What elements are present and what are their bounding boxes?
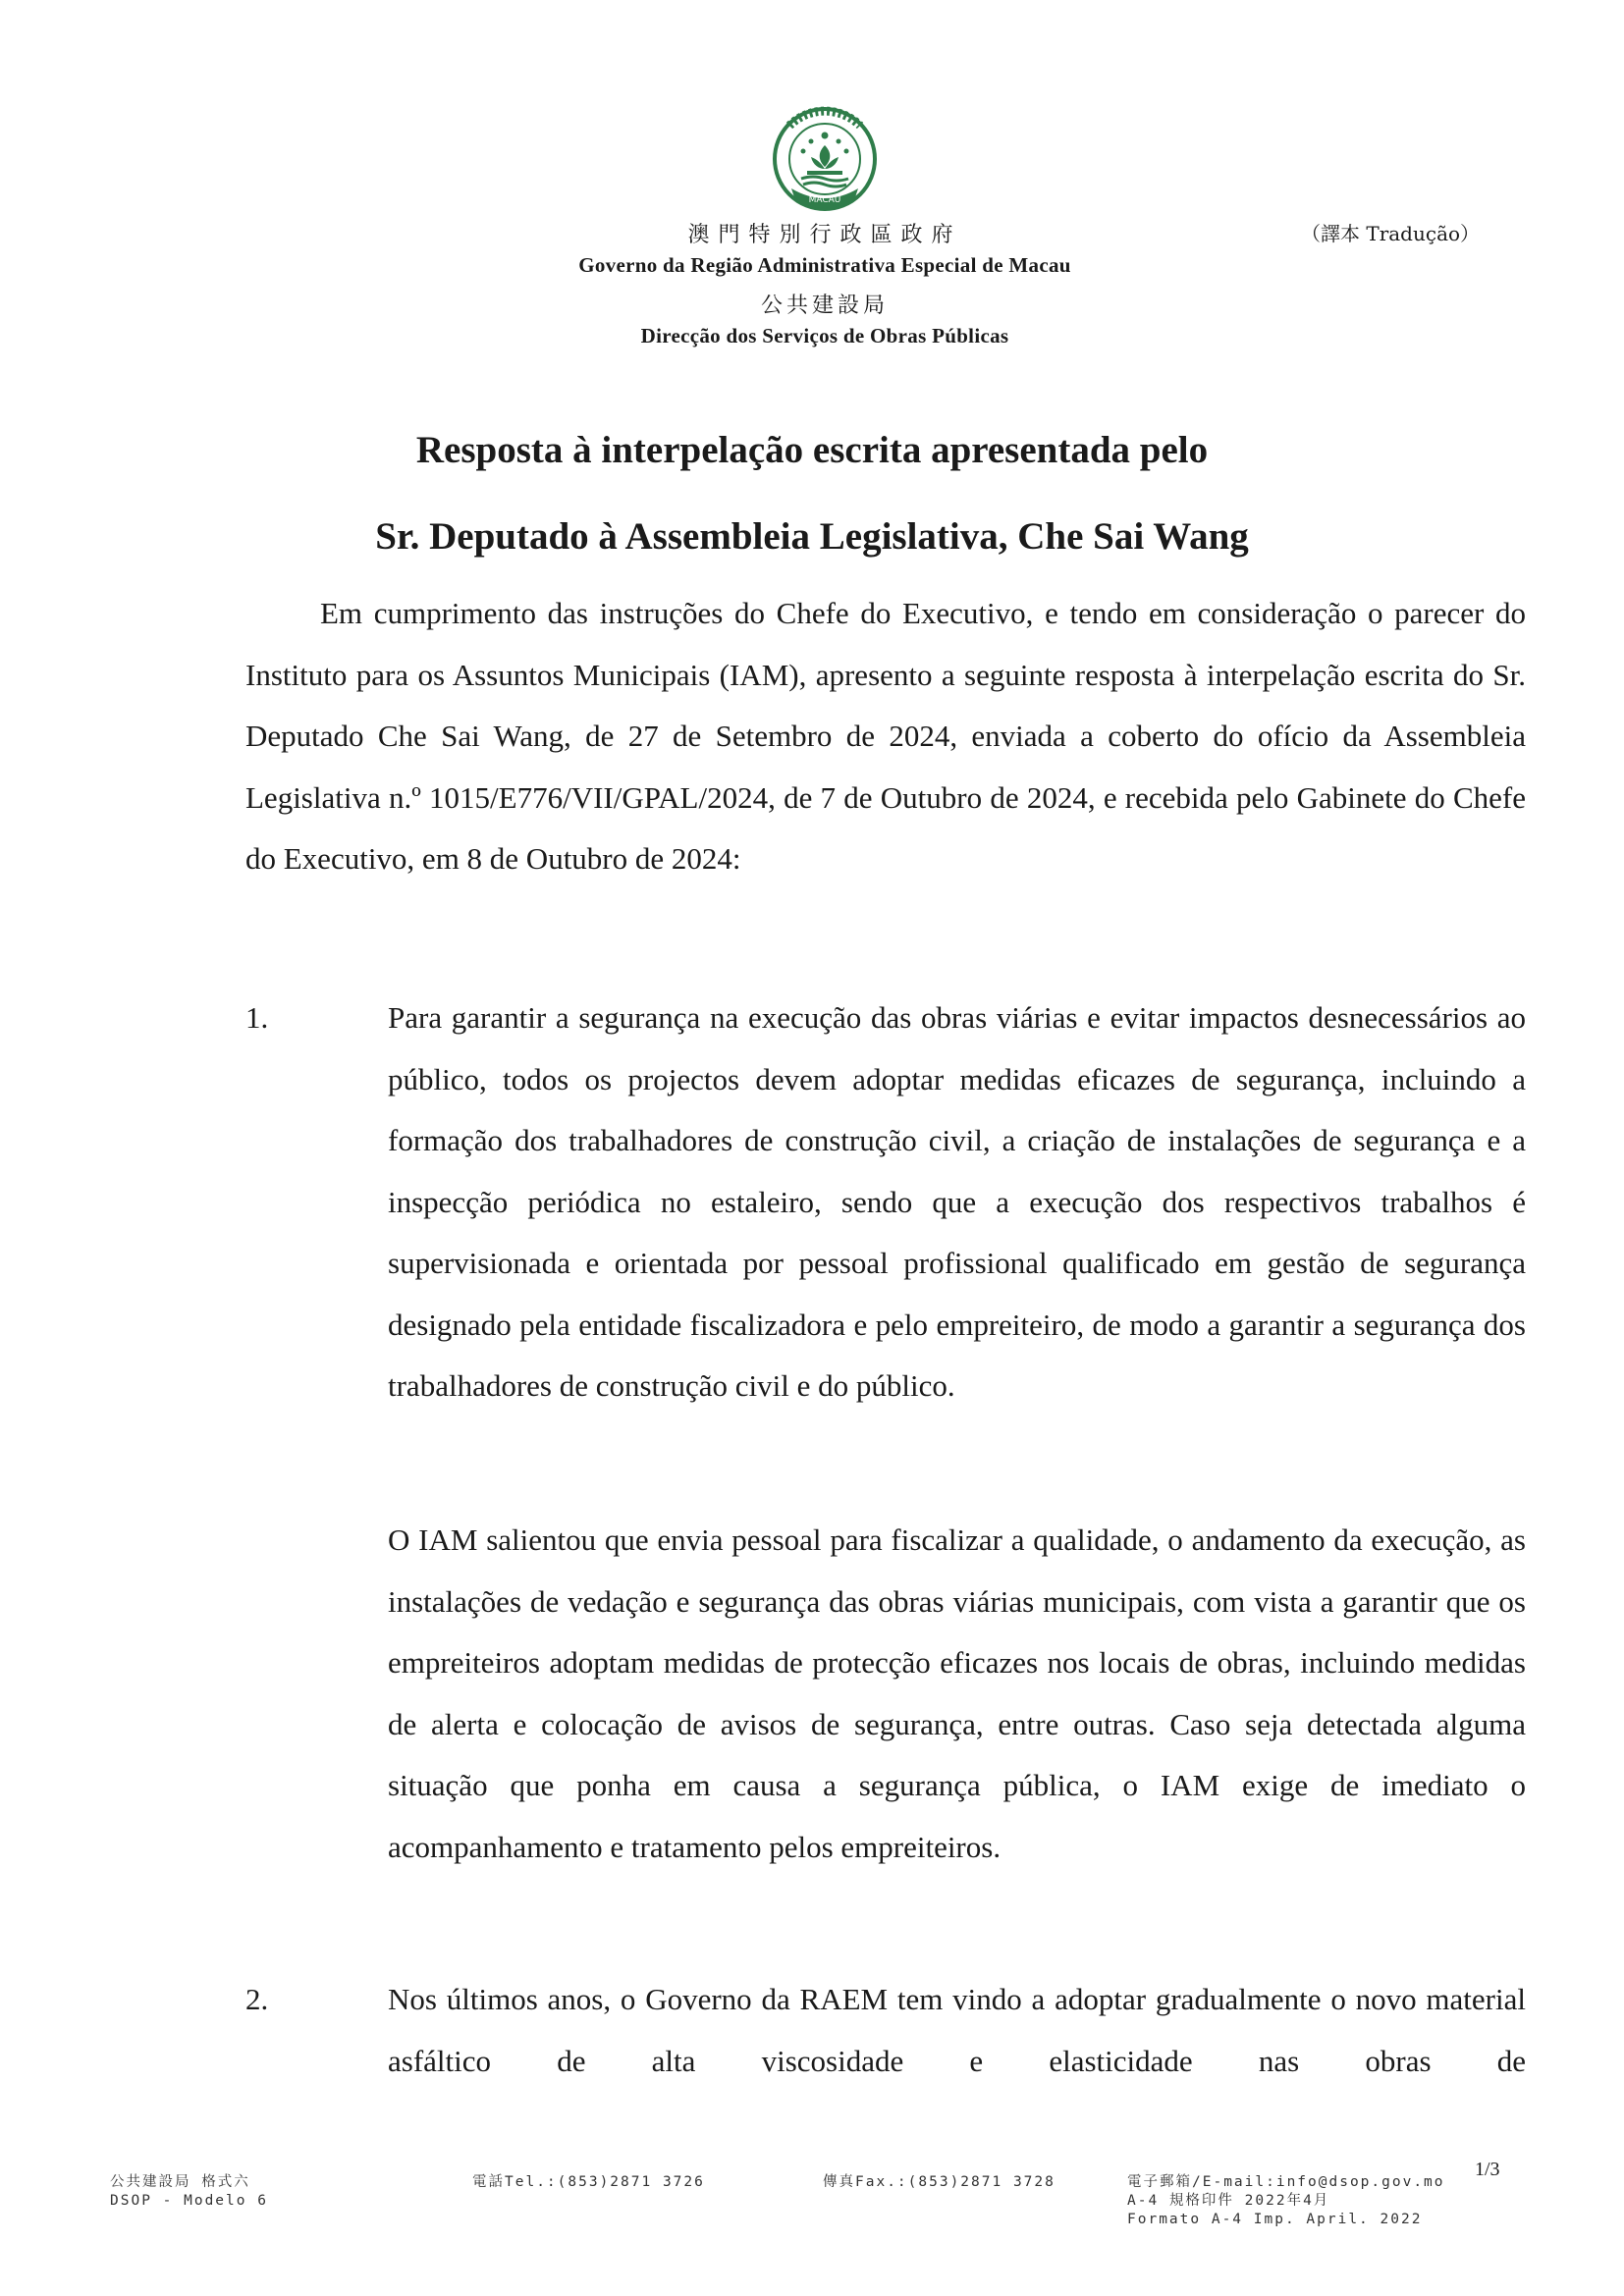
intro-paragraph: Em cumprimento das instruções do Chefe do Executivo, e tendo em consideração o parecer do Instituto para os Assuntos Municipais (IAM), apresento a seguinte resposta à interpelação escrita do Sr. Deputado Che Sai Wang, de 27 de Setembro de 2024, enviada a coberto do ofício da Assembleia Legislativa n.º 1015/E776/VII/GPAL/2024, de 7 de Outubro de 2024, e recebida pelo Gabinete do Chefe do Executivo, em 8 de Outubro de 2024: [245,596,1526,876]
footer-email: 電子郵箱/E-mail:info@dsop.gov.mo [1127,2174,1445,2190]
document-title-line-2: Sr. Deputado à Assembleia Legislativa, Che Sai Wang [375,515,1249,558]
footer-form-pt: DSOP - Modelo 6 [110,2193,268,2209]
department-name-zh: 公共建設局 [760,294,889,318]
footer-print-zh: A-4 規格印件 2022年4月 [1127,2193,1330,2209]
translation-note: （譯本 Tradução） [1301,222,1481,245]
list-item-paragraph: Nos últimos anos, o Governo da RAEM tem vindo a adoptar gradualmente o novo material asfáltico de alta viscosidade e elasticidade nas obras de [388,1982,1526,2078]
footer-fax: 傳真Fax.:(853)2871 3728 [823,2174,1056,2190]
department-name-pt: Direcção dos Serviços de Obras Públicas [640,324,1009,347]
government-name-zh: 澳門特別行政區政府 [687,223,962,247]
list-item-paragraph: O IAM salientou que envia pessoal para fiscalizar a qualidade, o andamento da execução, as instalações de vedação e segurança das obras viárias municipais, com vista a garantir que os empreiteiros adoptam medidas de protecção eficazes nos locais de obras, incluindo medidas de alerta e colocação de avisos de segurança, entre outras. Caso seja detectada alguma situação que ponha em causa a segurança pública, o IAM exige de imediato o acompanhamento e tratamento pelos empreiteiros. [388,1522,1526,1864]
document-header [442,221,1208,350]
government-name-pt: Governo da Região Administrativa Especial de Macau [578,253,1071,277]
footer-contact-print [1127,2173,1445,2229]
page-number: 1/3 [1475,2159,1500,2180]
emblem-text: MACAU [808,195,841,205]
macau-emblem [762,106,888,214]
footer-print-pt: Formato A-4 Imp. April. 2022 [1127,2212,1423,2227]
document-title-line-1: Resposta à interpelação escrita apresentada pelo [415,429,1209,471]
list-item-number: 2. [245,1982,269,2016]
list-item-number: 1. [245,1000,269,1035]
footer-telephone: 電話Tel.:(853)2871 3726 [472,2174,705,2190]
footer-form-id [110,2173,268,2211]
list-item-paragraph: Para garantir a segurança na execução das obras viárias e evitar impactos desnecessários ao público, todos os projectos devem adoptar medidas eficazes de segurança, incluindo a formação dos trabalhadores de construção civil, a criação de instalações de segurança e a inspecção periódica no estaleiro, sendo que a execução dos respectivos trabalhos é supervisionada e orientada por pessoal profissional qualificado em gestão de segurança designado pela entidade fiscalizadora e pelo empreiteiro, de modo a garantir a segurança dos trabalhadores de construção civil e do público. [388,1000,1526,1403]
footer-form-zh: 公共建設局 格式六 [110,2174,250,2190]
